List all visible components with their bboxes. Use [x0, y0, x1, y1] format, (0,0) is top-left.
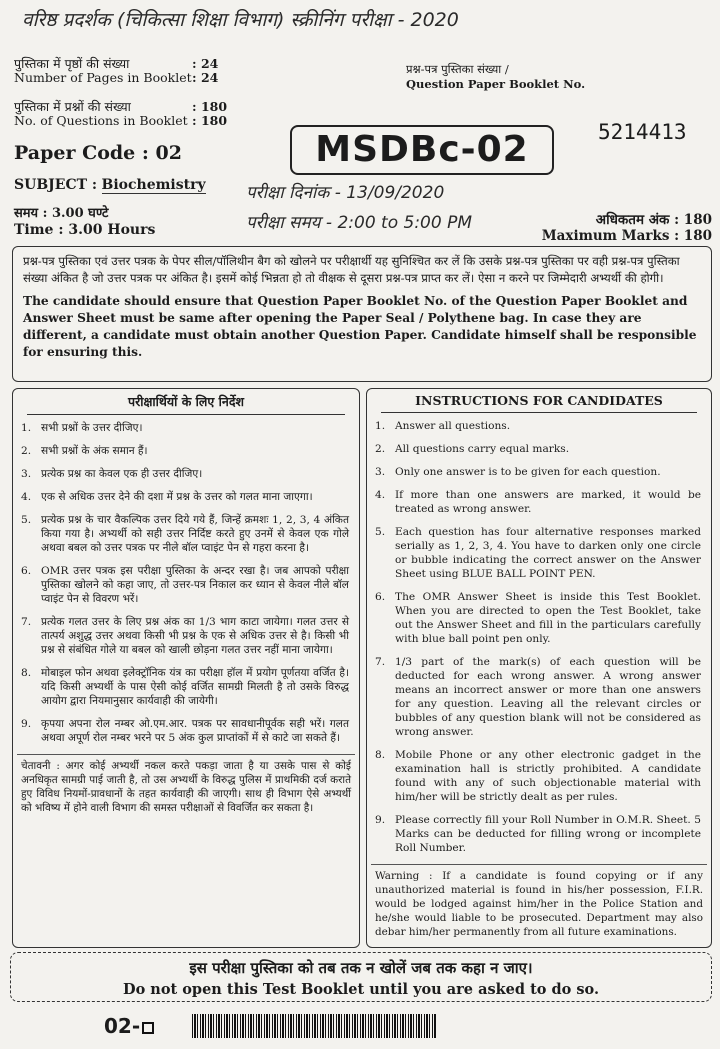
booklet-no-info — [406, 62, 585, 92]
hindi-instructions-heading: परीक्षार्थियों के लिए निर्देश — [27, 389, 345, 415]
do-not-open-en: Do not open this Test Booklet until you are asked to do so. — [123, 981, 599, 998]
do-not-open-notice — [10, 952, 712, 1002]
booklet-no-label-hi: प्रश्न-पत्र पुस्तिका संख्या / — [406, 62, 509, 76]
booklet-check-notice — [12, 246, 712, 382]
subject — [14, 177, 206, 193]
item-text: Please correctly fill your Roll Number in O.M.R. Sheet. 5 Marks can be deducted for filling wrong or incomplete Roll Number. — [395, 814, 701, 854]
handwritten-exam-date: परीक्षा दिनांक - 13/09/2020 — [246, 183, 445, 203]
hindi-instructions-list — [13, 421, 359, 745]
item-number: 1. — [375, 420, 386, 432]
item-number: 8. — [375, 749, 386, 761]
item-number: 9. — [375, 814, 386, 826]
item-text: All questions carry equal marks. — [395, 443, 570, 455]
list-item — [21, 564, 349, 606]
list-item — [21, 467, 349, 481]
item-number: 9. — [21, 718, 32, 730]
paper-code: Paper Code : 02 — [14, 142, 182, 164]
hindi-warning: चेतावनी : अगर कोई अभ्यर्थी नकल करते पकड़ा जाता है या उसके पास से कोई अनधिकृत सामग्री पाई जाती है, तो उस अभ्यर्थी के विरुद्ध पुलिस में प्राथमिकी दर्ज कराते हुए विविध नियमों-प्रावधानों के तहत कार्यवाही की जाएगी। साथ ही विभाग ऐसे अभ्यर्थी को भविष्य में होने वाली विभाग की समस्त परीक्षाओं से विवर्जित कर सकता है। — [21, 760, 351, 814]
item-number: 1. — [21, 422, 32, 434]
max-marks-en: Maximum Marks : 180 — [541, 228, 712, 244]
item-number: 3. — [375, 466, 386, 478]
item-number: 7. — [375, 656, 386, 668]
item-text: प्रत्येक गलत उत्तर के लिए प्रश्न अंक का 1/3 भाग काटा जायेगा। गलत उत्तर से तात्पर्य अशुद्ध उत्तर अथवा किसी भी प्रश्न के एक से अधिक उत्तर से है। किसी भी प्रश्न से संबंधित गोले या बबल को खाली छोड़ना गलत उत्तर नहीं माना जायेगा। — [41, 616, 349, 656]
item-text: प्रत्येक प्रश्न का केवल एक ही उत्तर दीजिए। — [41, 468, 203, 480]
time-label-en: Time : 3.00 Hours — [14, 222, 156, 238]
subject-label: SUBJECT : — [14, 177, 98, 193]
item-text: If more than one answers are marked, it would be treated as wrong answer. — [395, 489, 701, 515]
questions-value-en: : 180 — [192, 113, 228, 128]
english-instructions-heading: INSTRUCTIONS FOR CANDIDATES — [381, 389, 697, 413]
item-text: The OMR Answer Sheet is inside this Test Booklet. When you are directed to open the Test Booklet, take out the Answer Sheet and fill in the particulars carefully with blue ball point pen only. — [395, 591, 701, 645]
questions-label-hi: पुस्तिका में प्रश्नों की संख्या — [14, 99, 131, 114]
item-text: Answer all questions. — [395, 420, 511, 432]
notice-hindi: प्रश्न-पत्र पुस्तिका एवं उत्तर पत्रक के पेपर सील/पॉलिथीन बैग को खोलने पर परीक्षार्थी यह सुनिश्चित कर लें कि उसके प्रश्न-पत्र पुस्तिका पर वही प्रश्न-पत्र पुस्तिका संख्या अंकित है जो उत्तर पत्रक पर अंकित है। इसमें कोई भिन्नता हो तो वीक्षक से दूसरा प्रश्न-पत्र प्राप्त कर लें। ऐसा न करने पर जिम्मेदारी अभ्यर्थी की होगी। — [23, 254, 680, 285]
english-warning: Warning : If a candidate is found copying or if any unauthorized material is found in his/her possession, F.I.R. would be lodged against him/her in the Police Station and he/she would liable to be prosecuted. Department may also debar him/her permanently from all future examinations. — [375, 870, 703, 938]
item-text: सभी प्रश्नों के अंक समान हैं। — [41, 445, 148, 457]
item-text: 1/3 part of the mark(s) of each question will be deducted for each wrong answer. A wrong answer means an incorrect answer or more than one answers for any question. Leaving all the relevant circles or bubbles of any question blank will not be considered as wrong answer. — [395, 656, 701, 738]
list-item — [375, 525, 701, 581]
pages-value: : 24 — [192, 56, 219, 71]
pages-info — [14, 57, 274, 85]
list-item — [21, 444, 349, 458]
questions-value: : 180 — [192, 99, 228, 114]
english-instructions — [366, 388, 712, 948]
barcode — [192, 1014, 437, 1038]
footer-code-text: 02- — [104, 1014, 141, 1038]
handwritten-title: वरिष्ठ प्रदर्शक (चिकित्सा शिक्षा विभाग) स्क्रीनिंग परीक्षा - 2020 — [22, 9, 459, 31]
list-item — [375, 442, 701, 456]
booklet-no-label-en: Question Paper Booklet No. — [406, 77, 586, 91]
item-text: OMR उत्तर पत्रक इस परीक्षा पुस्तिका के अन्दर रखा है। जब आपको परीक्षा पुस्तिका खोलने को कहा जाए, तो उत्तर-पत्र निकाल कर ध्यान से केवल नीले बॉल प्वाइंट पेन से विवरण भरें। — [41, 565, 349, 605]
do-not-open-hi: इस परीक्षा पुस्तिका को तब तक न खोलें जब तक कहा न जाए। — [189, 959, 533, 977]
item-number: 3. — [21, 468, 32, 480]
booklet-code-box: MSDBc-02 — [290, 125, 554, 175]
max-marks-hi: अधिकतम अंक : 180 — [595, 212, 712, 228]
square-icon — [142, 1022, 154, 1034]
item-number: 5. — [21, 514, 32, 526]
list-item — [21, 666, 349, 708]
item-text: मोबाइल फोन अथवा इलेक्ट्रॉनिक यंत्र का परीक्षा हॉल में प्रयोग पूर्णतया वर्जित है। यदि किसी अभ्यर्थी के पास ऐसी कोई वर्जित सामग्री मिलती है तो उसके विरुद्ध आयोग द्वारा नियमानुसार कार्यवाही की जायेगी। — [41, 667, 349, 707]
hindi-instructions — [12, 388, 360, 948]
list-item — [375, 748, 701, 804]
item-text: Only one answer is to be given for each question. — [395, 466, 661, 478]
item-number: 6. — [375, 591, 386, 603]
item-number: 7. — [21, 616, 32, 628]
item-number: 2. — [21, 445, 32, 457]
notice-english: The candidate should ensure that Question Paper Booklet No. of the Question Paper Booklet and Answer Sheet must be same after opening the Paper Seal / Polythene bag. In case they are different, a candidate must obtain another Question Paper. Candidate himself shall be responsible for ensuring this. — [23, 294, 697, 359]
item-number: 2. — [375, 443, 386, 455]
item-text: कृपया अपना रोल नम्बर ओ.एम.आर. पत्रक पर सावधानीपूर्वक सही भरें। गलत अथवा अपूर्ण रोल नम्बर भरने पर 5 अंक कुल प्राप्तांकों में से काटे जा सकते हैं। — [41, 718, 349, 744]
footer-code — [104, 1014, 154, 1038]
item-text: सभी प्रश्नों के उत्तर दीजिए। — [41, 422, 143, 434]
item-number: 8. — [21, 667, 32, 679]
item-text: प्रत्येक प्रश्न के चार वैकल्पिक उत्तर दिये गये हैं, जिन्हें क्रमशः 1, 2, 3, 4 अंकित किया गया है। अभ्यर्थी को सही उत्तर निर्दिष्ट करते हुए उनमें से केवल एक गोले अथवा बबल को उत्तर पत्रक पर नीले बॉल प्वाइंट पेन से गहरा करना है। — [41, 514, 349, 554]
list-item — [21, 717, 349, 745]
booklet-number: 5214413 — [598, 120, 687, 144]
item-text: Mobile Phone or any other electronic gadget in the examination hall is strictly prohibited. A candidate found with any of such objectionable material with him/her will be strictly dealt as per rules. — [395, 749, 701, 803]
item-number: 6. — [21, 565, 32, 577]
item-number: 5. — [375, 526, 386, 538]
pages-label-hi: पुस्तिका में पृष्ठों की संख्या — [14, 56, 130, 71]
pages-label-en: Number of Pages in Booklet — [14, 70, 192, 85]
list-item — [375, 488, 701, 516]
max-marks — [540, 212, 712, 244]
list-item — [375, 465, 701, 479]
time-label-hi: समय : 3.00 घण्टे — [14, 206, 109, 221]
time-info — [14, 206, 155, 238]
list-item — [21, 615, 349, 657]
list-item — [21, 490, 349, 504]
questions-label-en: No. of Questions in Booklet — [14, 113, 188, 128]
list-item — [375, 813, 701, 855]
pages-value-en: : 24 — [192, 70, 219, 85]
subject-value: Biochemistry — [101, 177, 206, 193]
item-text: Each question has four alternative responses marked serially as 1, 2, 3, 4. You have to darken only one circle or bubble indicating the correct answer on the Answer Sheet using BLUE BALL POINT PEN. — [395, 526, 701, 580]
list-item — [21, 513, 349, 555]
handwritten-exam-time: परीक्षा समय - 2:00 to 5:00 PM — [246, 213, 473, 233]
list-item — [21, 421, 349, 435]
item-number: 4. — [21, 491, 32, 503]
questions-info — [14, 100, 274, 128]
list-item — [375, 590, 701, 646]
list-item — [375, 655, 701, 739]
list-item — [375, 419, 701, 433]
item-text: एक से अधिक उत्तर देने की दशा में प्रश्न के उत्तर को गलत माना जाएगा। — [41, 491, 313, 503]
english-instructions-list — [367, 419, 711, 855]
item-number: 4. — [375, 489, 386, 501]
